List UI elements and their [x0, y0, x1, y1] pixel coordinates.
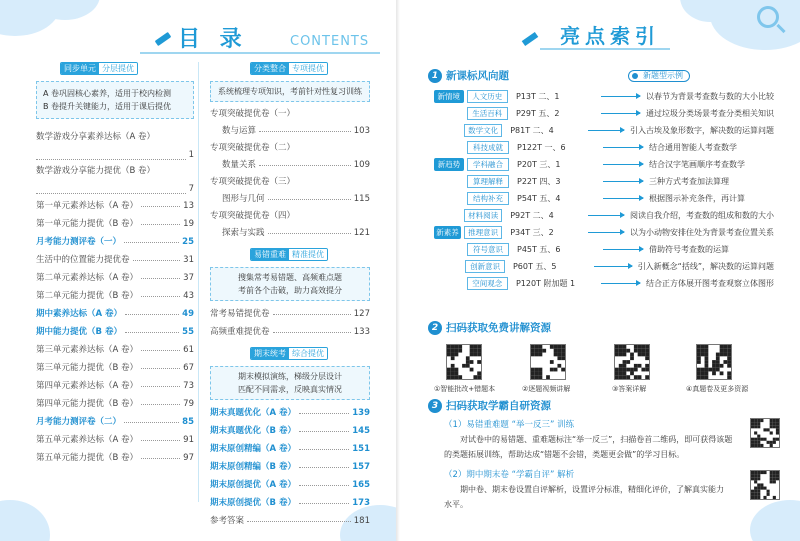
group-badge	[434, 124, 461, 137]
entry-page-number: 127	[353, 308, 370, 319]
entry-label: 专项突破提优卷（一）	[210, 108, 296, 119]
highlight-description: 三种方式考查加法算理	[649, 177, 729, 186]
contents-entry[interactable]	[36, 197, 194, 215]
entry-label: 数量关系	[222, 159, 257, 170]
qr-code[interactable]	[750, 470, 780, 500]
group-badge: 新趋势	[434, 158, 464, 171]
contents-entry[interactable]	[36, 323, 194, 341]
qr-code[interactable]	[696, 344, 732, 380]
entry-label: 第三单元素养达标（A 卷）	[36, 344, 139, 355]
entry-label: 第五单元素养达标（A 卷）	[36, 434, 139, 445]
leader-dots	[273, 314, 351, 315]
highlight-row	[434, 207, 774, 224]
qr-pattern	[751, 471, 779, 499]
leader-dots	[299, 485, 349, 486]
question-reference: P122T 一、6	[517, 143, 566, 152]
category-badge: 空间观念	[467, 277, 508, 290]
highlight-description: 根据图示补充条件，再计算	[649, 194, 745, 203]
highlight-row	[434, 88, 774, 105]
group-badge: 新素养	[434, 226, 461, 239]
section-heading: 2 扫码获取免费讲解资源	[428, 320, 551, 335]
entry-label: 数与运算	[222, 125, 257, 136]
contents-entry[interactable]	[210, 323, 370, 341]
entry-label: 期末原创精编（B 卷）	[210, 461, 296, 472]
group-badge	[434, 260, 462, 273]
contents-entry[interactable]	[210, 190, 370, 208]
highlight-description: 以春节为背景考查数与数的大小比较	[646, 92, 775, 101]
entry-page-number: 19	[183, 218, 194, 229]
cloud-decoration	[0, 500, 50, 541]
question-reference: P45T 五、6	[517, 245, 561, 254]
section-tag: 分类整合 专项提优	[250, 62, 328, 75]
leader-dots	[141, 206, 180, 207]
entry-page-number: 25	[182, 236, 194, 247]
arrow-icon	[603, 181, 643, 182]
entry-page-number: 97	[183, 452, 194, 463]
contents-entry[interactable]	[210, 122, 370, 140]
entry-page-number: 13	[183, 200, 194, 211]
question-reference: P92T 二、4	[510, 211, 554, 220]
entry-page-number: 85	[182, 416, 194, 427]
entry-label: 高频重难提优卷	[210, 326, 270, 337]
leader-dots	[268, 233, 351, 234]
highlight-description: 以为小动物安排住处为背景考查位置关系	[630, 228, 774, 237]
category-badge: 结构补充	[467, 192, 509, 205]
note-box: 系统梳理专项知识，考前针对性复习训练	[210, 81, 370, 102]
entry-page-number: 133	[353, 326, 370, 337]
leader-dots	[141, 458, 180, 459]
contents-entry[interactable]	[36, 413, 194, 431]
entry-label: 专项突破提优卷（三）	[210, 176, 296, 187]
highlight-description: 引入古埃及象形数字，解决数的运算问题	[630, 126, 774, 135]
highlight-row	[434, 190, 774, 207]
entry-page-number: 139	[352, 407, 370, 418]
highlight-description: 通过垃圾分类场景考查分类相关知识	[646, 109, 775, 118]
leader-dots	[141, 296, 180, 297]
section-tag: 同步单元 分层提优	[60, 62, 138, 75]
entry-label: 第四单元能力提优（B 卷）	[36, 398, 139, 409]
contents-entry[interactable]	[210, 458, 370, 476]
entry-label: 参考答案	[210, 515, 245, 526]
arrow-icon	[588, 215, 624, 216]
question-reference: P29T 五、2	[515, 109, 560, 118]
entry-label: 期末真题优化（A 卷）	[210, 407, 297, 418]
question-reference: P20T 三、1	[517, 160, 561, 169]
question-reference: P54T 五、4	[517, 194, 561, 203]
contents-entry[interactable]	[36, 129, 194, 163]
qr-pattern	[531, 345, 565, 379]
entry-page-number: 67	[183, 362, 194, 373]
group-badge	[434, 175, 464, 188]
entry-label: 期末原创提优（A 卷）	[210, 479, 297, 490]
group-badge	[434, 141, 464, 154]
leader-dots	[141, 368, 180, 369]
leader-dots	[259, 165, 351, 166]
subsection-heading: （1）易错重难题 “举一反三” 训练	[444, 420, 575, 430]
entry-label: 数学游戏分享能力提优（B 卷）	[36, 166, 156, 176]
qr-label: ③答案详解	[612, 385, 647, 393]
leader-dots	[125, 332, 179, 333]
sample-badge: 新题型示例	[628, 70, 690, 82]
pencil-icon	[155, 32, 172, 46]
entry-label: 期末原创提优（B 卷）	[210, 497, 296, 508]
leader-dots	[141, 350, 180, 351]
entry-label: 月考能力测评卷（一）	[36, 236, 122, 247]
contents-entry[interactable]	[36, 341, 194, 359]
qr-pattern	[751, 419, 779, 447]
leader-dots	[36, 193, 186, 194]
arrow-icon	[603, 164, 643, 165]
qr-pattern	[447, 345, 481, 379]
highlight-row	[434, 173, 774, 190]
qr-pattern	[697, 345, 731, 379]
contents-entry[interactable]	[210, 494, 370, 512]
entry-page-number: 61	[183, 344, 194, 355]
question-reference: P60T 五、5	[512, 262, 557, 271]
group-badge	[434, 192, 464, 205]
contents-entry[interactable]	[210, 140, 370, 156]
title-underline	[140, 52, 380, 54]
leader-dots	[133, 260, 181, 261]
arrow-icon	[588, 130, 624, 131]
entry-label: 探索与实践	[222, 227, 265, 238]
entry-label: 第一单元能力提优（B 卷）	[36, 218, 139, 229]
category-badge: 材料阅读	[464, 209, 502, 222]
entry-page-number: 181	[353, 515, 370, 526]
entry-page-number: 79	[183, 398, 194, 409]
category-badge: 算理解释	[467, 175, 509, 188]
entry-page-number: 121	[353, 227, 370, 238]
pencil-icon	[522, 32, 539, 46]
highlights-table	[434, 88, 774, 292]
group-badge: 新情境	[434, 90, 464, 103]
highlight-description: 借助符号考查数的运算	[649, 245, 729, 254]
question-reference: P22T 四、3	[517, 177, 561, 186]
magnifier-icon	[757, 6, 779, 28]
qr-label: ②逐题视频讲解	[522, 385, 571, 393]
contents-entry[interactable]	[210, 404, 370, 422]
section-tag: 期末统考 综合提优	[250, 347, 328, 360]
highlight-row	[434, 258, 774, 275]
highlight-description: 引入新概念“括线”，解决数的运算问题	[637, 262, 774, 271]
leader-dots	[299, 449, 349, 450]
category-badge: 创新意识	[465, 260, 505, 273]
contents-list	[36, 129, 194, 467]
entry-label: 月考能力测评卷（二）	[36, 416, 122, 427]
contents-entry[interactable]	[36, 359, 194, 377]
highlight-row	[434, 105, 774, 122]
section-heading: 1 新课标风向题	[428, 68, 509, 83]
contents-entry[interactable]	[210, 476, 370, 494]
entry-page-number: 157	[352, 461, 370, 472]
contents-entry[interactable]	[210, 512, 370, 530]
contents-entry[interactable]	[210, 208, 370, 224]
paragraph: 对试卷中的易错题、重难题标注“举一反三”，扫描卷首二维码，即可获得该题 的类题拓展训练，帮助达成“错题不会错，类题更会做”的学习目标。	[444, 435, 733, 459]
contents-entry[interactable]	[36, 449, 194, 467]
contents-list	[210, 404, 370, 530]
leader-dots	[124, 242, 179, 243]
page-title: 目 录	[178, 27, 248, 52]
entry-label: 第一单元素养达标（A 卷）	[36, 200, 139, 211]
entry-page-number: 49	[182, 308, 194, 319]
qr-code-row	[428, 334, 788, 394]
entry-label: 期中能力提优（B 卷）	[36, 326, 122, 337]
entry-page-number: 37	[183, 272, 194, 283]
contents-column-a	[36, 62, 194, 467]
contents-entry[interactable]	[36, 215, 194, 233]
entry-label: 图形与几何	[222, 193, 265, 204]
entry-page-number: 103	[353, 125, 370, 136]
highlight-description: 结合汉字笔画顺序考查数学	[649, 160, 745, 169]
arrow-icon	[603, 147, 643, 148]
paragraph: 期中卷、期末卷设置自评解析，设置评分标准，精细化评价，了解真实能力 水平。	[444, 485, 724, 509]
leader-dots	[36, 159, 186, 160]
leader-dots	[141, 278, 180, 279]
entry-page-number: 145	[352, 425, 370, 436]
contents-entry[interactable]	[210, 305, 370, 323]
highlights-index-page	[400, 0, 800, 541]
category-badge: 科技成就	[467, 141, 509, 154]
entry-label: 第四单元素养达标（A 卷）	[36, 380, 139, 391]
category-badge: 符号意识	[467, 243, 509, 256]
entry-page-number: 115	[353, 193, 370, 204]
entry-label: 生活中的位置能力提优卷	[36, 254, 130, 265]
category-badge: 推理意识	[464, 226, 502, 239]
section-tag: 易错重难 精准提优	[250, 248, 328, 261]
highlight-description: 结合正方体展开图考查观察立体图形	[646, 279, 775, 288]
column-divider	[198, 62, 199, 502]
entry-label: 常考易错提优卷	[210, 308, 270, 319]
group-badge	[434, 243, 464, 256]
qr-label: ①智能批改+错题本	[434, 385, 496, 393]
entry-label: 第五单元能力提优（B 卷）	[36, 452, 139, 463]
arrow-icon	[603, 249, 643, 250]
note-box: A 卷巩固核心素养，适用于校内检测 B 卷提升关键能力，适用于课后提优	[36, 81, 194, 119]
leader-dots	[141, 440, 180, 441]
entry-label: 第二单元能力提优（B 卷）	[36, 290, 139, 301]
entry-page-number: 91	[183, 434, 194, 445]
note-box: 搜集常考易错题、高频难点题 考前各个击破，助力高效提分	[210, 267, 370, 301]
arrow-icon	[594, 266, 632, 267]
contents-entry[interactable]	[36, 251, 194, 269]
highlight-description: 结合通用智能人考查数学	[649, 143, 737, 152]
entry-page-number: 73	[183, 380, 194, 391]
question-reference: P81T 二、4	[510, 126, 554, 135]
category-badge: 数学文化	[464, 124, 502, 137]
qr-code[interactable]	[750, 418, 780, 448]
highlight-row	[434, 224, 774, 241]
entry-page-number: 165	[352, 479, 370, 490]
entry-page-number: 7	[188, 184, 194, 194]
arrow-icon	[603, 198, 643, 199]
contents-entry[interactable]	[210, 224, 370, 242]
leader-dots	[268, 199, 351, 200]
leader-dots	[259, 131, 351, 132]
qr-code[interactable]	[446, 344, 482, 380]
contents-list	[210, 305, 370, 341]
entry-label: 期末真题优化（B 卷）	[210, 425, 296, 436]
arrow-icon	[601, 113, 640, 114]
arrow-icon	[601, 96, 640, 97]
contents-entry[interactable]	[36, 233, 194, 251]
entry-page-number: 173	[352, 497, 370, 508]
contents-entry[interactable]	[36, 395, 194, 413]
highlight-row	[434, 139, 774, 156]
highlight-row	[434, 156, 774, 173]
leader-dots	[247, 521, 351, 522]
contents-list	[210, 106, 370, 242]
leader-dots	[141, 404, 180, 405]
qr-code[interactable]	[530, 344, 566, 380]
group-badge	[434, 277, 464, 290]
group-badge	[434, 209, 461, 222]
qr-code[interactable]	[614, 344, 650, 380]
entry-page-number: 55	[182, 326, 194, 337]
highlight-row	[434, 275, 774, 292]
qr-label: ④真题卷及更多资源	[686, 385, 749, 393]
page-title: 亮点索引	[560, 24, 660, 48]
leader-dots	[299, 431, 349, 432]
leader-dots	[124, 422, 179, 423]
entry-label: 专项突破提优卷（二）	[210, 142, 296, 153]
contents-entry[interactable]	[36, 431, 194, 449]
entry-page-number: 43	[183, 290, 194, 301]
note-box: 期末模拟演练，梯级分层设计 匹配不同需求，反映真实情况	[210, 366, 370, 400]
contents-entry[interactable]	[36, 163, 194, 197]
qr-pattern	[615, 345, 649, 379]
question-reference: P120T 附加题 1	[515, 279, 576, 288]
category-badge: 学科融合	[467, 158, 509, 171]
entry-label: 第三单元能力提优（B 卷）	[36, 362, 139, 373]
contents-entry[interactable]	[210, 422, 370, 440]
highlight-row	[434, 241, 774, 258]
entry-label: 数学游戏分享素养达标（A 卷）	[36, 132, 156, 142]
contents-entry[interactable]	[36, 287, 194, 305]
entry-label: 第二单元素养达标（A 卷）	[36, 272, 139, 283]
category-badge: 人文历史	[467, 90, 508, 103]
title-underline	[540, 48, 670, 50]
entry-page-number: 109	[353, 159, 370, 170]
entry-label: 期末原创精编（A 卷）	[210, 443, 297, 454]
leader-dots	[141, 224, 180, 225]
group-badge	[434, 107, 464, 120]
page-subtitle: CONTENTS	[290, 34, 370, 49]
leader-dots	[141, 386, 180, 387]
cloud-decoration	[750, 500, 800, 541]
arrow-icon	[588, 232, 624, 233]
leader-dots	[125, 314, 179, 315]
contents-entry[interactable]	[36, 377, 194, 395]
leader-dots	[299, 503, 349, 504]
category-badge: 生活百科	[467, 107, 508, 120]
subsection-heading: （2）期中期末卷 “学霸自评” 解析	[444, 470, 575, 480]
highlight-description: 阅读自我介绍，考查数的组成和数的大小	[630, 211, 774, 220]
contents-column-b	[210, 62, 370, 530]
contents-entry[interactable]	[210, 106, 370, 122]
contents-entry[interactable]	[36, 305, 194, 323]
question-reference: P34T 三、2	[510, 228, 554, 237]
question-reference: P13T 二、1	[515, 92, 560, 101]
leader-dots	[299, 467, 349, 468]
contents-entry[interactable]	[36, 269, 194, 287]
entry-page-number: 31	[183, 254, 194, 265]
entry-label: 期中素养达标（A 卷）	[36, 308, 123, 319]
highlight-row	[434, 122, 774, 139]
leader-dots	[273, 332, 351, 333]
section-heading: 3 扫码获取学霸自研资源	[428, 398, 551, 413]
entry-page-number: 151	[352, 443, 370, 454]
arrow-icon	[601, 283, 640, 284]
entry-label: 专项突破提优卷（四）	[210, 210, 296, 221]
contents-entry[interactable]	[210, 156, 370, 174]
entry-page-number: 1	[188, 150, 194, 160]
contents-entry[interactable]	[210, 440, 370, 458]
contents-entry[interactable]	[210, 174, 370, 190]
leader-dots	[299, 413, 349, 414]
